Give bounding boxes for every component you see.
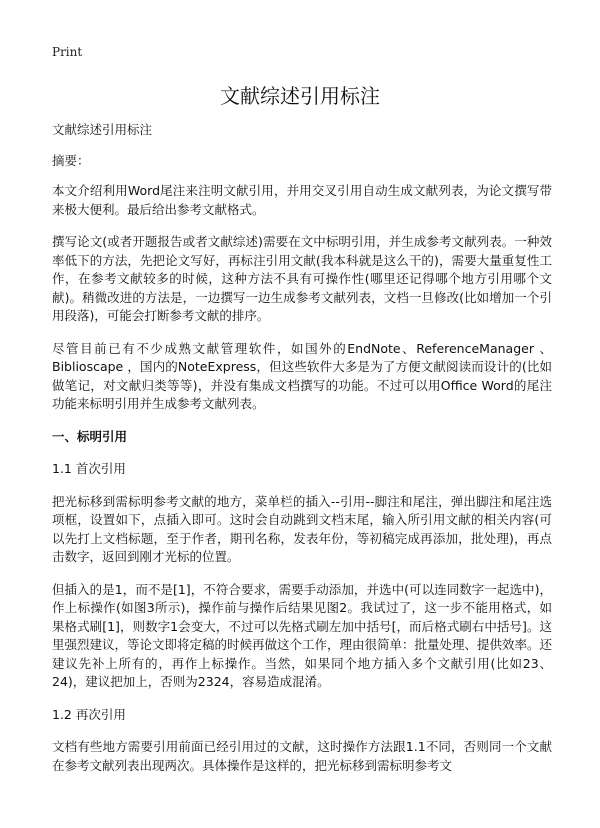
subsection-heading: 1.1 首次引用 (52, 461, 126, 476)
intro-paragraph: 本文介绍利用Word尾注来注明文献引用，并用交叉引用自动生成文献列表，为论文撰写带来极大便利。最后给出参考文献格式。 (52, 183, 552, 217)
body-paragraph: 文档有些地方需要引用前面已经引用过的文献，这时操作方法跟1.1不同，否则同一个文献在参考文献列表出现两次。具体操作是这样的，把光标移到需标明参考文 (52, 739, 552, 773)
section-heading: 一、标明引用 (52, 428, 128, 444)
document-body (52, 121, 552, 789)
document-title: 文献综述引用标注 (220, 84, 380, 108)
abstract-label: 摘要： (52, 152, 90, 168)
intro-paragraph: 撰写论文(或者开题报告或者文献综述)需要在文中标明引用，并生成参考文献列表。一种效率低下的方法，先把论文写好，再标注引用文献(我本科就是这么干的)，需要大量重复性工作，在参考文献较多的时候，这种方法不具有可操作性(哪里还记得哪个地方引用哪个文献)。稍微改进的方法是，一边撰写一边生成参考文献列表，文档一旦修改(比如增加一个引用段落)，可能会打断参考文献的排序。 (52, 234, 552, 323)
intro-paragraph: 尽管目前已有不少成熟文献管理软件，如国外的EndNote、ReferenceManager 、Biblioscape ，国内的NoteExpress，但这些软件大多是为了方便文献阅读而设计的(比如做笔记，对文献归类等等)，并没有集成文档撰写的功能。不过可以用Office Word的尾注功能来标明引用并生成参考文献列表。 (52, 340, 552, 411)
subsection-heading: 1.2 再次引用 (52, 706, 126, 722)
body-paragraph: 但插入的是1，而不是[1]，不符合要求，需要手动添加，并选中(可以连同数字一起选中)，作上标操作(如图3所示)，操作前与操作后结果见图2。我试过了，这一步不能用格式，如果格式刷[1]，则数字1会变大，不过可以先格式刷左加中括号[，而后格式刷右中括号]。这里强烈建议，等论文即将定稿的时候再做这个工作，理由很简单：批量处理、提供效率。还建议先补上所有的，再作上标操作。当然，如果同个地方插入多个文献引用(比如23、24)，建议把加上，否则为2324，容易造成混淆。 (52, 581, 553, 689)
body-paragraph: 把光标移到需标明参考文献的地方，菜单栏的插入--引用--脚注和尾注，弹出脚注和尾注选项框，设置如下，点插入即可。这时会自动跳到文档末尾，输入所引用文献的相关内容(可以先打上文档标题，至于作者，期刊名称，发表年份，等初稿完成再添加，批处理)，再点击数字，返回到刚才光标的位置。 (52, 493, 552, 564)
document-subtitle: 文献综述引用标注 (52, 122, 153, 137)
print-label: Print (52, 45, 83, 59)
